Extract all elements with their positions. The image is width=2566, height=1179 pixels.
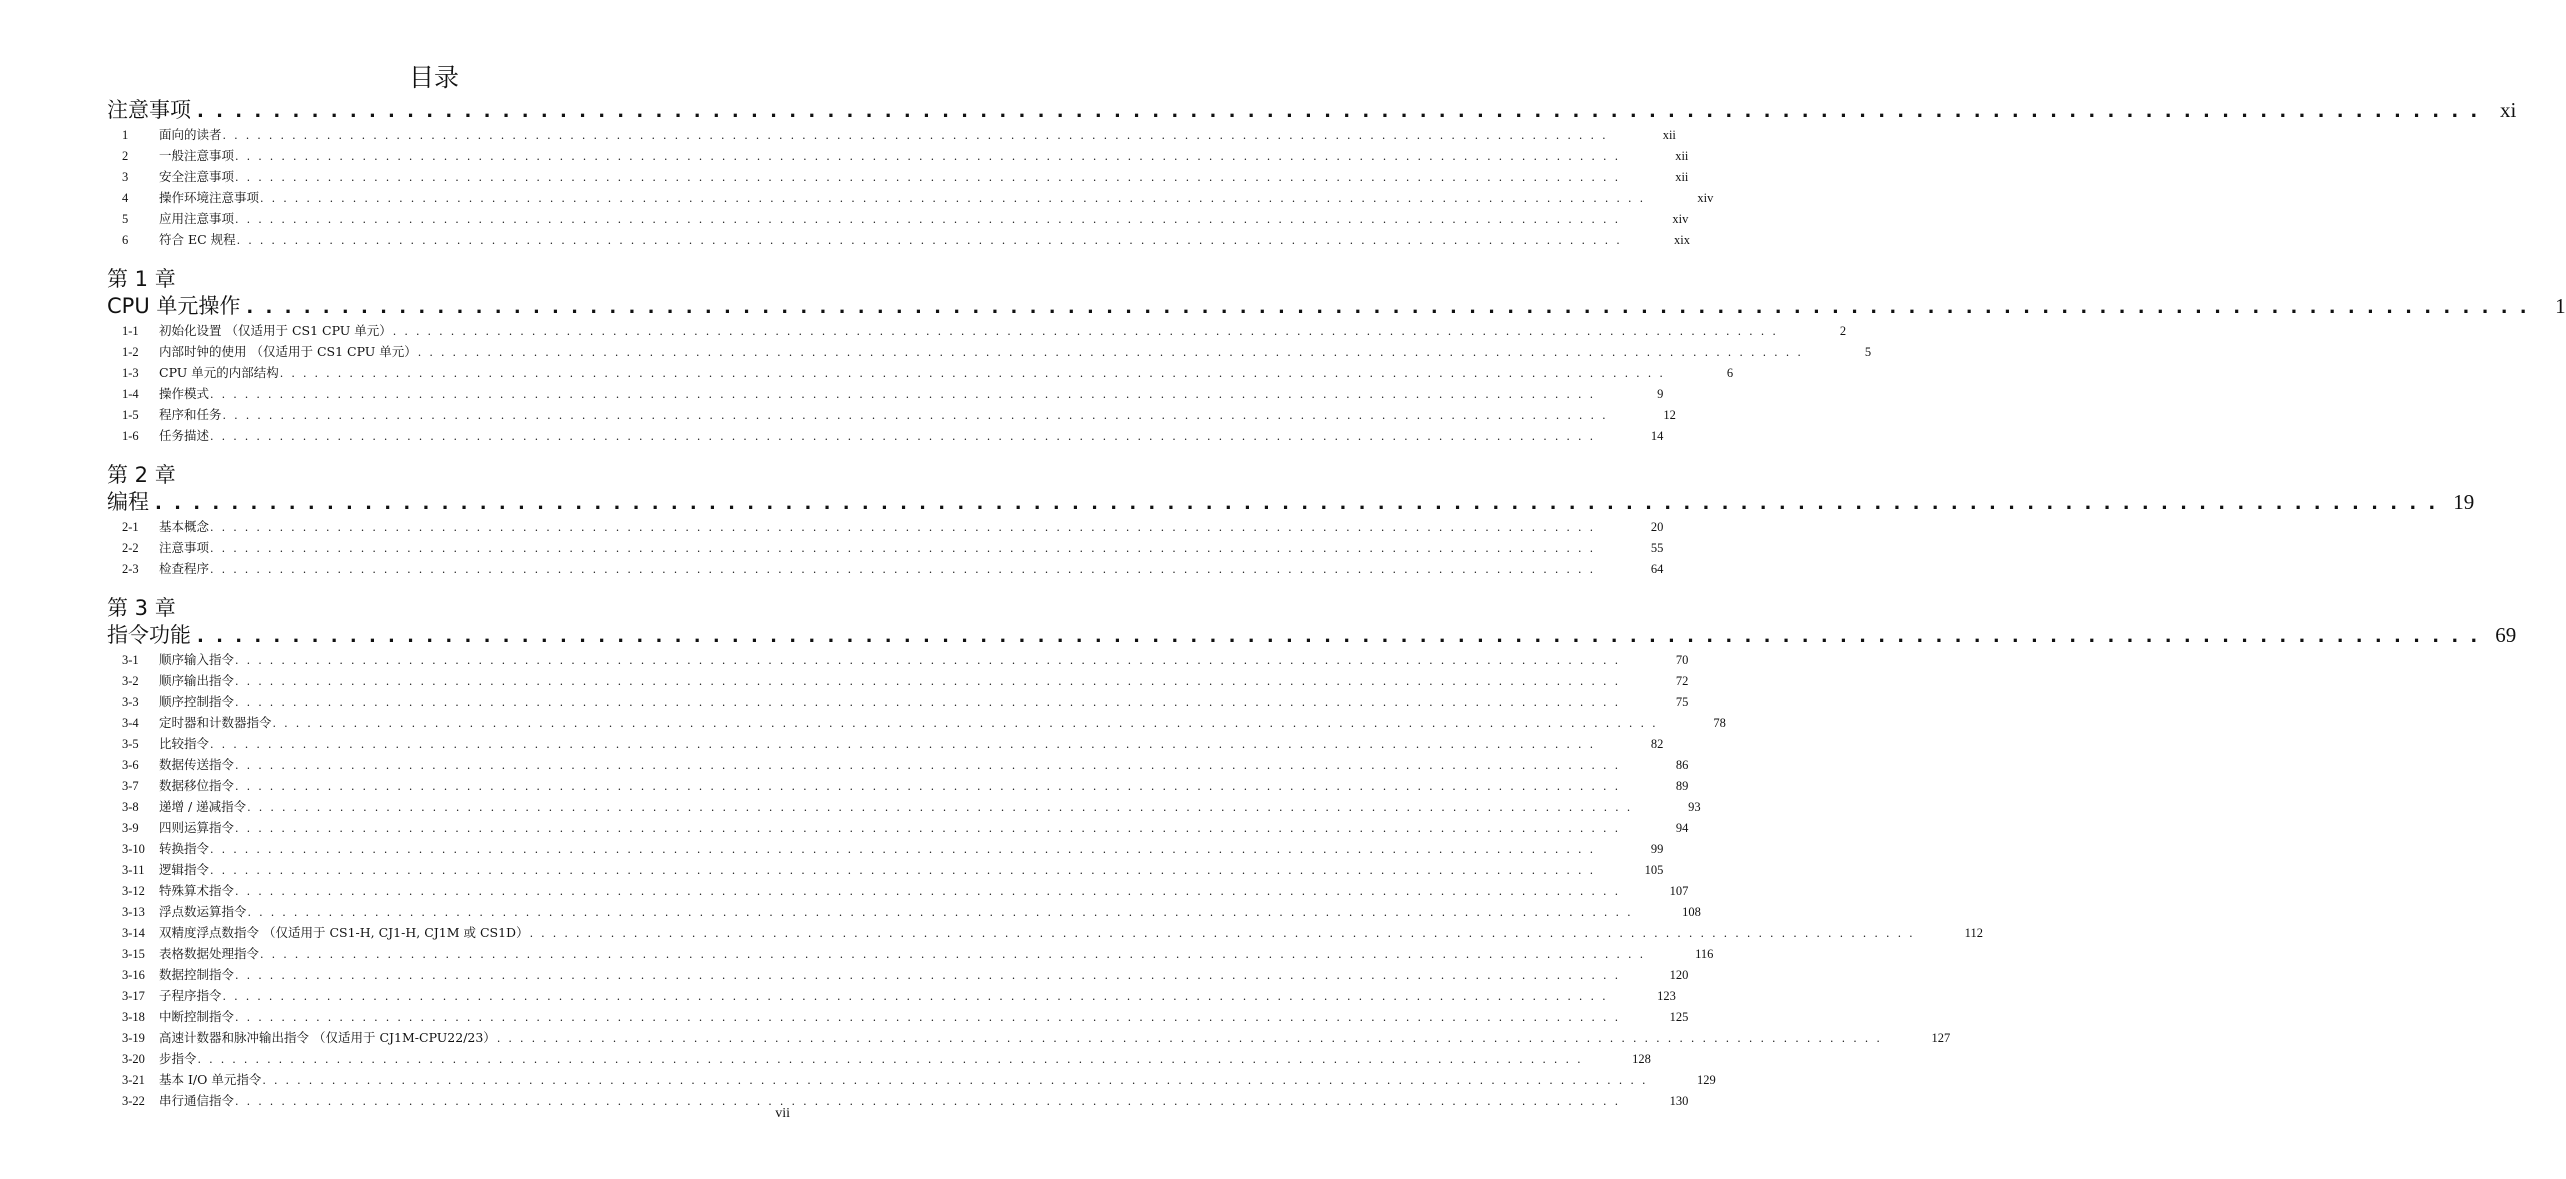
toc-entry[interactable] [107, 838, 1664, 859]
entry-number: 3-17 [122, 989, 145, 1003]
dot-leader: . . . . . . . . . . . . . . . . . . . . . . . . . . . . . . . . . . . . . . . . . . . . . . . . . . . . . . . . . . . . . . . . . . . . . . . . . . . . . . . . . . . . . . . . . . . . . . . . . . . . . . . . . . . . . . . . . . . . . . . . [210, 521, 1596, 534]
entry-page-number: xiv [1697, 191, 1714, 205]
dot-leader: . . . . . . . . . . . . . . . . . . . . . . . . . . . . . . . . . . . . . . . . . . . . . . . . . . . . . . . . . . . . . . . . . . . . . . . . . . . . . . . . . . . . . . . . . . . . . . . . . . . . . . . . . . . . . . . . . . . . . . . . [262, 1074, 1648, 1087]
entry-number: 3-15 [122, 947, 145, 961]
entry-number: 1-1 [122, 324, 139, 338]
dot-leader: . . . . . . . . . . . . . . . . . . . . . . . . . . . . . . . . . . . . . . . . . . . . . . . . . . . . . . . . . . . . . . . . . . . . . . . . . . . . . . . . . . . . . . . . . . . . . . . . . . . . . . . . . . . . . . . . . . . . . . . . [210, 738, 1596, 751]
toc-entry[interactable] [107, 1027, 1951, 1048]
entry-page-number: 14 [1650, 429, 1664, 443]
page-title: 目录 [408, 63, 459, 92]
toc-entry[interactable] [107, 1069, 1716, 1090]
entry-number: 6 [122, 233, 129, 247]
section-title: 指令功能 [107, 623, 191, 647]
entry-title: 双精度浮点数指令 （仅适用于 CS1-H, CJ1-H, CJ1M 或 CS1D） [159, 925, 529, 940]
entry-number: 4 [122, 191, 129, 205]
entry-number: 1-2 [122, 345, 139, 359]
entry-title: CPU 单元的内部结构 [159, 365, 279, 380]
section-heading[interactable] [107, 488, 2475, 516]
dot-leader: . . . . . . . . . . . . . . . . . . . . . . . . . . . . . . . . . . . . . . . . . . . . . . . . . . . . . . . . . . . . . . . . . . . . . . . . . . . . . . . . . . . . . . . . . . . . . . . . . . . . . . . . . . . . . . . . . . . . . . . . [222, 990, 1608, 1003]
toc-entry[interactable] [107, 964, 1689, 985]
entry-title: 特殊算术指令 [159, 883, 235, 898]
entry-number: 3-3 [122, 695, 139, 709]
entry-title: 定时器和计数器指令 [159, 715, 272, 730]
dot-leader: . . . . . . . . . . . . . . . . . . . . . . . . . . . . . . . . . . . . . . . . . . . . . . . . . . . . . . . . . . . . . . . . . . . . . . . . . . . . . . . . . . . . . . . . . . . . . . . . . . . . . . . . . . . . . . . . . . . . . . . . [197, 626, 2481, 647]
entry-title: 检查程序 [159, 561, 210, 576]
entry-title: 操作模式 [159, 386, 210, 401]
entry-title: 子程序指令 [159, 988, 222, 1003]
entry-page-number: 127 [1931, 1031, 1951, 1045]
section-title: 注意事项 [107, 98, 191, 122]
entry-title: 表格数据处理指令 [159, 946, 260, 961]
entry-page-number: 2 [1839, 324, 1847, 338]
entry-page-number: 125 [1669, 1010, 1689, 1024]
toc-section [107, 250, 2566, 446]
chapter-label: 第 2 章 [107, 463, 176, 487]
dot-leader: . . . . . . . . . . . . . . . . . . . . . . . . . . . . . . . . . . . . . . . . . . . . . . . . . . . . . . . . . . . . . . . . . . . . . . . . . . . . . . . . . . . . . . . . . . . . . . . . . . . . . . . . . . . . . . . . . . . . . . . . [247, 906, 1633, 919]
entry-title: 内部时钟的使用 （仅适用于 CS1 CPU 单元） [159, 344, 417, 359]
dot-leader: . . . . . . . . . . . . . . . . . . . . . . . . . . . . . . . . . . . . . . . . . . . . . . . . . . . . . . . . . . . . . . . . . . . . . . . . . . . . . . . . . . . . . . . . . . . . . . . . . . . . . . . . . . . . . . . . . . . . . . . . [222, 129, 1608, 142]
dot-leader: . . . . . . . . . . . . . . . . . . . . . . . . . . . . . . . . . . . . . . . . . . . . . . . . . . . . . . . . . . . . . . . . . . . . . . . . . . . . . . . . . . . . . . . . . . . . . . . . . . . . . . . . . . . . . . . . . . . . . . . . [235, 822, 1621, 835]
toc-entry[interactable] [107, 775, 1689, 796]
entry-title: 数据移位指令 [159, 778, 235, 793]
entry-page-number: 108 [1682, 905, 1701, 919]
table-of-contents [107, 96, 2566, 1111]
entry-number: 1-4 [122, 387, 139, 401]
entry-page-number: 82 [1650, 737, 1664, 751]
toc-entry[interactable] [107, 670, 1689, 691]
section-title: 编程 [107, 490, 149, 514]
dot-leader: . . . . . . . . . . . . . . . . . . . . . . . . . . . . . . . . . . . . . . . . . . . . . . . . . . . . . . . . . . . . . . . . . . . . . . . . . . . . . . . . . . . . . . . . . . . . . . . . . . . . . . . . . . . . . . . . . . . . . . . . [235, 780, 1621, 793]
page-number-footer: vii [775, 1106, 790, 1121]
entry-title: 一般注意事项 [159, 148, 235, 163]
entry-page-number: 123 [1657, 989, 1676, 1003]
entry-page-number: 107 [1669, 884, 1689, 898]
entry-title: 注意事项 [159, 540, 210, 555]
entry-page-number: 55 [1650, 541, 1664, 555]
toc-entry[interactable] [107, 985, 1676, 1006]
entry-title: 数据控制指令 [159, 967, 235, 982]
entry-title: 程序和任务 [159, 407, 222, 422]
entry-title: 顺序输出指令 [159, 673, 235, 688]
entry-title: 数据传送指令 [159, 757, 235, 772]
entry-number: 3-19 [122, 1031, 145, 1045]
entry-page-number: 112 [1964, 926, 1983, 940]
entry-page-number: 78 [1713, 716, 1726, 730]
dot-leader: . . . . . . . . . . . . . . . . . . . . . . . . . . . . . . . . . . . . . . . . . . . . . . . . . . . . . . . . . . . . . . . . . . . . . . . . . . . . . . . . . . . . . . . . . . . . . . . . . . . . . . . . . . . . . . . . . . . . . . . . [496, 1032, 1883, 1045]
entry-number: 3-12 [122, 884, 145, 898]
toc-entry[interactable] [107, 558, 1664, 579]
entry-number: 3-13 [122, 905, 145, 919]
entry-page-number: 20 [1650, 520, 1664, 534]
entry-number: 3-11 [122, 863, 145, 877]
entry-number: 3-1 [122, 653, 139, 667]
toc-entry[interactable] [107, 187, 1714, 208]
entry-page-number: 129 [1697, 1073, 1716, 1087]
dot-leader: . . . . . . . . . . . . . . . . . . . . . . . . . . . . . . . . . . . . . . . . . . . . . . . . . . . . . . . . . . . . . . . . . . . . . . . . . . . . . . . . . . . . . . . . . . . . . . . . . . . . . . . . . . . . . . . . . . . . . . . . [392, 325, 1779, 338]
dot-leader: . . . . . . . . . . . . . . . . . . . . . . . . . . . . . . . . . . . . . . . . . . . . . . . . . . . . . . . . . . . . . . . . . . . . . . . . . . . . . . . . . . . . . . . . . . . . . . . . . . . . . . . . . . . . . . . . . . . . . . . . [210, 430, 1596, 443]
entry-number: 1-6 [122, 429, 139, 443]
dot-leader: . . . . . . . . . . . . . . . . . . . . . . . . . . . . . . . . . . . . . . . . . . . . . . . . . . . . . . . . . . . . . . . . . . . . . . . . . . . . . . . . . . . . . . . . . . . . . . . . . . . . . . . . . . . . . . . . . . . . . . . . [235, 885, 1621, 898]
entry-number: 3-20 [122, 1052, 145, 1066]
entry-page-number: 6 [1726, 366, 1734, 380]
entry-number: 3 [122, 170, 129, 184]
entry-number: 2 [122, 149, 129, 163]
toc-entry[interactable] [107, 859, 1664, 880]
toc-entry[interactable] [107, 341, 1872, 362]
entry-title: 转换指令 [159, 841, 210, 856]
entry-page-number: 128 [1632, 1052, 1651, 1066]
entry-title: 顺序输入指令 [159, 652, 235, 667]
entry-page-number: 72 [1675, 674, 1689, 688]
entry-page-number: 93 [1688, 800, 1701, 814]
dot-leader: . . . . . . . . . . . . . . . . . . . . . . . . . . . . . . . . . . . . . . . . . . . . . . . . . . . . . . . . . . . . . . . . . . . . . . . . . . . . . . . . . . . . . . . . . . . . . . . . . . . . . . . . . . . . . . . . . . . . . . . . [155, 493, 2439, 514]
entry-title: 递增 / 递减指令 [159, 799, 247, 814]
toc-entry[interactable] [107, 404, 1676, 425]
entry-page-number: 75 [1675, 695, 1689, 709]
toc-entry[interactable] [107, 1006, 1689, 1027]
chapter-label: 第 3 章 [107, 596, 176, 620]
entry-number: 1-5 [122, 408, 139, 422]
entry-page-number: 105 [1644, 863, 1664, 877]
entry-page-number: xii [1662, 128, 1676, 142]
entry-page-number: 86 [1675, 758, 1689, 772]
entry-page-number: 64 [1650, 562, 1664, 576]
dot-leader: . . . . . . . . . . . . . . . . . . . . . . . . . . . . . . . . . . . . . . . . . . . . . . . . . . . . . . . . . . . . . . . . . . . . . . . . . . . . . . . . . . . . . . . . . . . . . . . . . . . . . . . . . . . . . . . . . . . . . . . . [235, 150, 1621, 163]
section-page-number: xi [2499, 98, 2517, 122]
dot-leader: . . . . . . . . . . . . . . . . . . . . . . . . . . . . . . . . . . . . . . . . . . . . . . . . . . . . . . . . . . . . . . . . . . . . . . . . . . . . . . . . . . . . . . . . . . . . . . . . . . . . . . . . . . . . . . . . . . . . . . . . [235, 1011, 1621, 1024]
toc-entry[interactable] [107, 383, 1664, 404]
entry-page-number: 89 [1675, 779, 1689, 793]
dot-leader: . . . . . . . . . . . . . . . . . . . . . . . . . . . . . . . . . . . . . . . . . . . . . . . . . . . . . . . . . . . . . . . . . . . . . . . . . . . . . . . . . . . . . . . . . . . . . . . . . . . . . . . . . . . . . . . . . . . . . . . . [235, 675, 1621, 688]
toc-entry[interactable] [107, 922, 1983, 943]
toc-section [107, 96, 2517, 250]
entry-number: 2-1 [122, 520, 139, 534]
dot-leader: . . . . . . . . . . . . . . . . . . . . . . . . . . . . . . . . . . . . . . . . . . . . . . . . . . . . . . . . . . . . . . . . . . . . . . . . . . . . . . . . . . . . . . . . . . . . . . . . . . . . . . . . . . . . . . . . . . . . . . . . [210, 388, 1596, 401]
dot-leader: . . . . . . . . . . . . . . . . . . . . . . . . . . . . . . . . . . . . . . . . . . . . . . . . . . . . . . . . . . . . . . . . . . . . . . . . . . . . . . . . . . . . . . . . . . . . . . . . . . . . . . . . . . . . . . . . . . . . . . . . [235, 1095, 1621, 1108]
section-spacer [107, 250, 739, 266]
section-page-number: 1 [2555, 294, 2566, 318]
dot-leader: . . . . . . . . . . . . . . . . . . . . . . . . . . . . . . . . . . . . . . . . . . . . . . . . . . . . . . . . . . . . . . . . . . . . . . . . . . . . . . . . . . . . . . . . . . . . . . . . . . . . . . . . . . . . . . . . . . . . . . . . [235, 213, 1621, 226]
entry-title: 基本概念 [159, 519, 210, 534]
dot-leader: . . . . . . . . . . . . . . . . . . . . . . . . . . . . . . . . . . . . . . . . . . . . . . . . . . . . . . . . . . . . . . . . . . . . . . . . . . . . . . . . . . . . . . . . . . . . . . . . . . . . . . . . . . . . . . . . . . . . . . . . [247, 801, 1633, 814]
entry-page-number: xiv [1672, 212, 1689, 226]
toc-entry[interactable] [107, 691, 1689, 712]
entry-number: 3-7 [122, 779, 139, 793]
entry-title: 任务描述 [159, 428, 210, 443]
entry-number: 2-2 [122, 541, 139, 555]
entry-title: 面向的读者 [159, 127, 222, 142]
dot-leader: . . . . . . . . . . . . . . . . . . . . . . . . . . . . . . . . . . . . . . . . . . . . . . . . . . . . . . . . . . . . . . . . . . . . . . . . . . . . . . . . . . . . . . . . . . . . . . . . . . . . . . . . . . . . . . . . . . . . . . . . [246, 297, 2530, 318]
entry-number: 3-18 [122, 1010, 145, 1024]
entry-title: 高速计数器和脉冲输出指令 （仅适用于 CJ1M-CPU22/23） [159, 1030, 496, 1045]
section-title: CPU 单元操作 [107, 294, 241, 318]
entry-number: 3-21 [122, 1073, 145, 1087]
toc-entry[interactable] [107, 537, 1664, 558]
toc-section [107, 446, 2475, 579]
toc-entry[interactable] [107, 817, 1689, 838]
section-heading[interactable] [107, 621, 2517, 649]
entry-title: 基本 I/O 单元指令 [159, 1072, 262, 1087]
toc-entry[interactable] [107, 229, 1691, 250]
toc-entry[interactable] [107, 796, 1701, 817]
dot-leader: . . . . . . . . . . . . . . . . . . . . . . . . . . . . . . . . . . . . . . . . . . . . . . . . . . . . . . . . . . . . . . . . . . . . . . . . . . . . . . . . . . . . . . . . . . . . . . . . . . . . . . . . . . . . . . . . . . . . . . . . [235, 654, 1621, 667]
dot-leader: . . . . . . . . . . . . . . . . . . . . . . . . . . . . . . . . . . . . . . . . . . . . . . . . . . . . . . . . . . . . . . . . . . . . . . . . . . . . . . . . . . . . . . . . . . . . . . . . . . . . . . . . . . . . . . . . . . . . . . . . [272, 717, 1658, 730]
entry-title: 顺序控制指令 [159, 694, 235, 709]
toc-entry[interactable] [107, 880, 1689, 901]
entry-number: 3-22 [122, 1094, 145, 1108]
entry-page-number: xix [1674, 233, 1691, 247]
dot-leader: . . . . . . . . . . . . . . . . . . . . . . . . . . . . . . . . . . . . . . . . . . . . . . . . . . . . . . . . . . . . . . . . . . . . . . . . . . . . . . . . . . . . . . . . . . . . . . . . . . . . . . . . . . . . . . . . . . . . . . . . [197, 101, 2481, 122]
toc-entry[interactable] [107, 1090, 1689, 1111]
dot-leader: . . . . . . . . . . . . . . . . . . . . . . . . . . . . . . . . . . . . . . . . . . . . . . . . . . . . . . . . . . . . . . . . . . . . . . . . . . . . . . . . . . . . . . . . . . . . . . . . . . . . . . . . . . . . . . . . . . . . . . . . [210, 542, 1596, 555]
toc-entry[interactable] [107, 166, 1689, 187]
entry-number: 3-8 [122, 800, 139, 814]
section-spacer [107, 579, 739, 595]
section-spacer [107, 446, 739, 462]
entry-page-number: 70 [1675, 653, 1689, 667]
entry-page-number: 9 [1657, 387, 1664, 401]
entry-title: 中断控制指令 [159, 1009, 235, 1024]
dot-leader: . . . . . . . . . . . . . . . . . . . . . . . . . . . . . . . . . . . . . . . . . . . . . . . . . . . . . . . . . . . . . . . . . . . . . . . . . . . . . . . . . . . . . . . . . . . . . . . . . . . . . . . . . . . . . . . . . . . . . . . . [210, 864, 1596, 877]
entry-page-number: 99 [1650, 842, 1664, 856]
dot-leader: . . . . . . . . . . . . . . . . . . . . . . . . . . . . . . . . . . . . . . . . . . . . . . . . . . . . . . . . . . . . . . . . . . . . . . . . . . . . . . . . . . . . . . . . . . . . . . . . . . . . . . . . . . . . . . . . . . . . . . . . [529, 927, 1915, 940]
dot-leader: . . . . . . . . . . . . . . . . . . . . . . . . . . . . . . . . . . . . . . . . . . . . . . . . . . . . . . . . . . . . . . . . . . . . . . . . . . . . . . . . . . . . . . . . . . . . . . . . . . . . . . . . . . . . . . . . . . . . . . . . [210, 843, 1596, 856]
toc-entry[interactable] [107, 320, 1847, 341]
entry-number: 3-10 [122, 842, 145, 856]
entry-number: 1-3 [122, 366, 139, 380]
section-heading[interactable] [107, 96, 2517, 124]
entry-title: 符合 EC 规程 [159, 232, 236, 247]
entry-title: 比较指令 [159, 736, 210, 751]
entry-title: 安全注意事项 [159, 169, 235, 184]
dot-leader: . . . . . . . . . . . . . . . . . . . . . . . . . . . . . . . . . . . . . . . . . . . . . . . . . . . . . . . . . . . . . . . . . . . . . . . . . . . . . . . . . . . . . . . . . . . . . . . . . . . . . . . . . . . . . . . . . . . . . . . . [235, 759, 1621, 772]
entry-page-number: 116 [1695, 947, 1714, 961]
toc-entry[interactable] [107, 516, 1664, 537]
dot-leader: . . . . . . . . . . . . . . . . . . . . . . . . . . . . . . . . . . . . . . . . . . . . . . . . . . . . . . . . . . . . . . . . . . . . . . . . . . . . . . . . . . . . . . . . . . . . . . . . . . . . . . . . . . . . . . . . . . . . . . . . [210, 563, 1596, 576]
entry-number: 3-14 [122, 926, 145, 940]
dot-leader: . . . . . . . . . . . . . . . . . . . . . . . . . . . . . . . . . . . . . . . . . . . . . . . . . . . . . . . . . . . . . . . . . . . . . . . . . . . . . . . . . . . . . . . . . . . . . . . . . . . . . . . . . . . . . . . . . . . . . . . . [236, 234, 1623, 247]
toc-entry[interactable] [107, 1048, 1651, 1069]
entry-number: 3-6 [122, 758, 139, 772]
toc-section [107, 579, 2517, 1111]
toc-entry[interactable] [107, 943, 1714, 964]
dot-leader: . . . . . . . . . . . . . . . . . . . . . . . . . . . . . . . . . . . . . . . . . . . . . . . . . . . . . . . . . . . . . . . . . . . . . . . . . . . . . . . . . . . . . . . . . . . . . . . . . . . . . . . . . . . . . . . . . . . . . . . . [417, 346, 1804, 359]
entry-title: 初始化设置 （仅适用于 CS1 CPU 单元） [159, 323, 392, 338]
entry-number: 3-4 [122, 716, 139, 730]
toc-entry[interactable] [107, 145, 1689, 166]
entry-title: 四则运算指令 [159, 820, 235, 835]
dot-leader: . . . . . . . . . . . . . . . . . . . . . . . . . . . . . . . . . . . . . . . . . . . . . . . . . . . . . . . . . . . . . . . . . . . . . . . . . . . . . . . . . . . . . . . . . . . . . . . . . . . . . . . . . . . . . . . . . . . . . . . . [235, 969, 1621, 982]
entry-title: 步指令 [159, 1051, 197, 1066]
section-page-number: 69 [2495, 623, 2517, 647]
entry-number: 3-16 [122, 968, 145, 982]
entry-page-number: 94 [1675, 821, 1689, 835]
entry-number: 3-2 [122, 674, 139, 688]
entry-page-number: 130 [1669, 1094, 1689, 1108]
section-page-number: 19 [2453, 490, 2475, 514]
dot-leader: . . . . . . . . . . . . . . . . . . . . . . . . . . . . . . . . . . . . . . . . . . . . . . . . . . . . . . . . . . . . . . . . . . . . . . . . . . . . . . . . . . . . . . . . . . . . . . . . . . . . . . . . . . . . . . . . . . . . . . . . [260, 192, 1646, 205]
toc-entry[interactable] [107, 901, 1701, 922]
entry-title: 逻辑指令 [159, 862, 210, 877]
entry-page-number: xii [1675, 149, 1689, 163]
dot-leader: . . . . . . . . . . . . . . . . . . . . . . . . . . . . . . . . . . . . . . . . . . . . . . . . . . . . . . . . . . . . . . . . . . . . . . . . . . . . . . . . . . . . . . . . . . . . . . . . . . . . . . . . . . . . . . . . . . . . . . . . [260, 948, 1646, 961]
dot-leader: . . . . . . . . . . . . . . . . . . . . . . . . . . . . . . . . . . . . . . . . . . . . . . . . . . . . . . . . . . . . . . . . . . . . . . . . . . . . . . . . . . . . . . . . . . . . . . . . . . . . . . . . . . . . . . . . . . . . . . . . [235, 171, 1621, 184]
entry-number: 3-9 [122, 821, 139, 835]
entry-number: 2-3 [122, 562, 139, 576]
toc-entry[interactable] [107, 124, 1676, 145]
toc-entry[interactable] [107, 425, 1664, 446]
chapter-label: 第 1 章 [107, 267, 176, 291]
entry-page-number: 12 [1663, 408, 1676, 422]
dot-leader: . . . . . . . . . . . . . . . . . . . . . . . . . . . . . . . . . . . . . . . . . . . . . . . . . . . . . . . . . . . . . . . . . . . . . . . . . . . . . . . . . . . . . . . . . . . . . . . . . . . . . . . . . . . . . . . . . . . . . . . . [279, 367, 1666, 380]
toc-entry[interactable] [107, 712, 1726, 733]
entry-number: 1 [122, 128, 129, 142]
dot-leader: . . . . . . . . . . . . . . . . . . . . . . . . . . . . . . . . . . . . . . . . . . . . . . . . . . . . . . . . . . . . . . . . . . . . . . . . . . . . . . . . . . . . . . . . . . . . . . . . . . . . . . . . . . . . . . . . . . . . . . . . [197, 1053, 1583, 1066]
entry-number: 3-5 [122, 737, 139, 751]
toc-entry[interactable] [107, 208, 1689, 229]
entry-page-number: 5 [1864, 345, 1872, 359]
dot-leader: . . . . . . . . . . . . . . . . . . . . . . . . . . . . . . . . . . . . . . . . . . . . . . . . . . . . . . . . . . . . . . . . . . . . . . . . . . . . . . . . . . . . . . . . . . . . . . . . . . . . . . . . . . . . . . . . . . . . . . . . [235, 696, 1621, 709]
entry-title: 应用注意事项 [159, 211, 235, 226]
entry-title: 浮点数运算指令 [159, 904, 247, 919]
entry-number: 5 [122, 212, 129, 226]
entry-page-number: 120 [1669, 968, 1689, 982]
toc-entry[interactable] [107, 362, 1734, 383]
toc-entry[interactable] [107, 649, 1689, 670]
section-heading[interactable] [107, 292, 2566, 320]
entry-title: 操作环境注意事项 [159, 190, 260, 205]
dot-leader: . . . . . . . . . . . . . . . . . . . . . . . . . . . . . . . . . . . . . . . . . . . . . . . . . . . . . . . . . . . . . . . . . . . . . . . . . . . . . . . . . . . . . . . . . . . . . . . . . . . . . . . . . . . . . . . . . . . . . . . . [222, 409, 1608, 422]
entry-title: 串行通信指令 [159, 1093, 235, 1108]
toc-entry[interactable] [107, 733, 1664, 754]
entry-page-number: xii [1675, 170, 1689, 184]
toc-entry[interactable] [107, 754, 1689, 775]
